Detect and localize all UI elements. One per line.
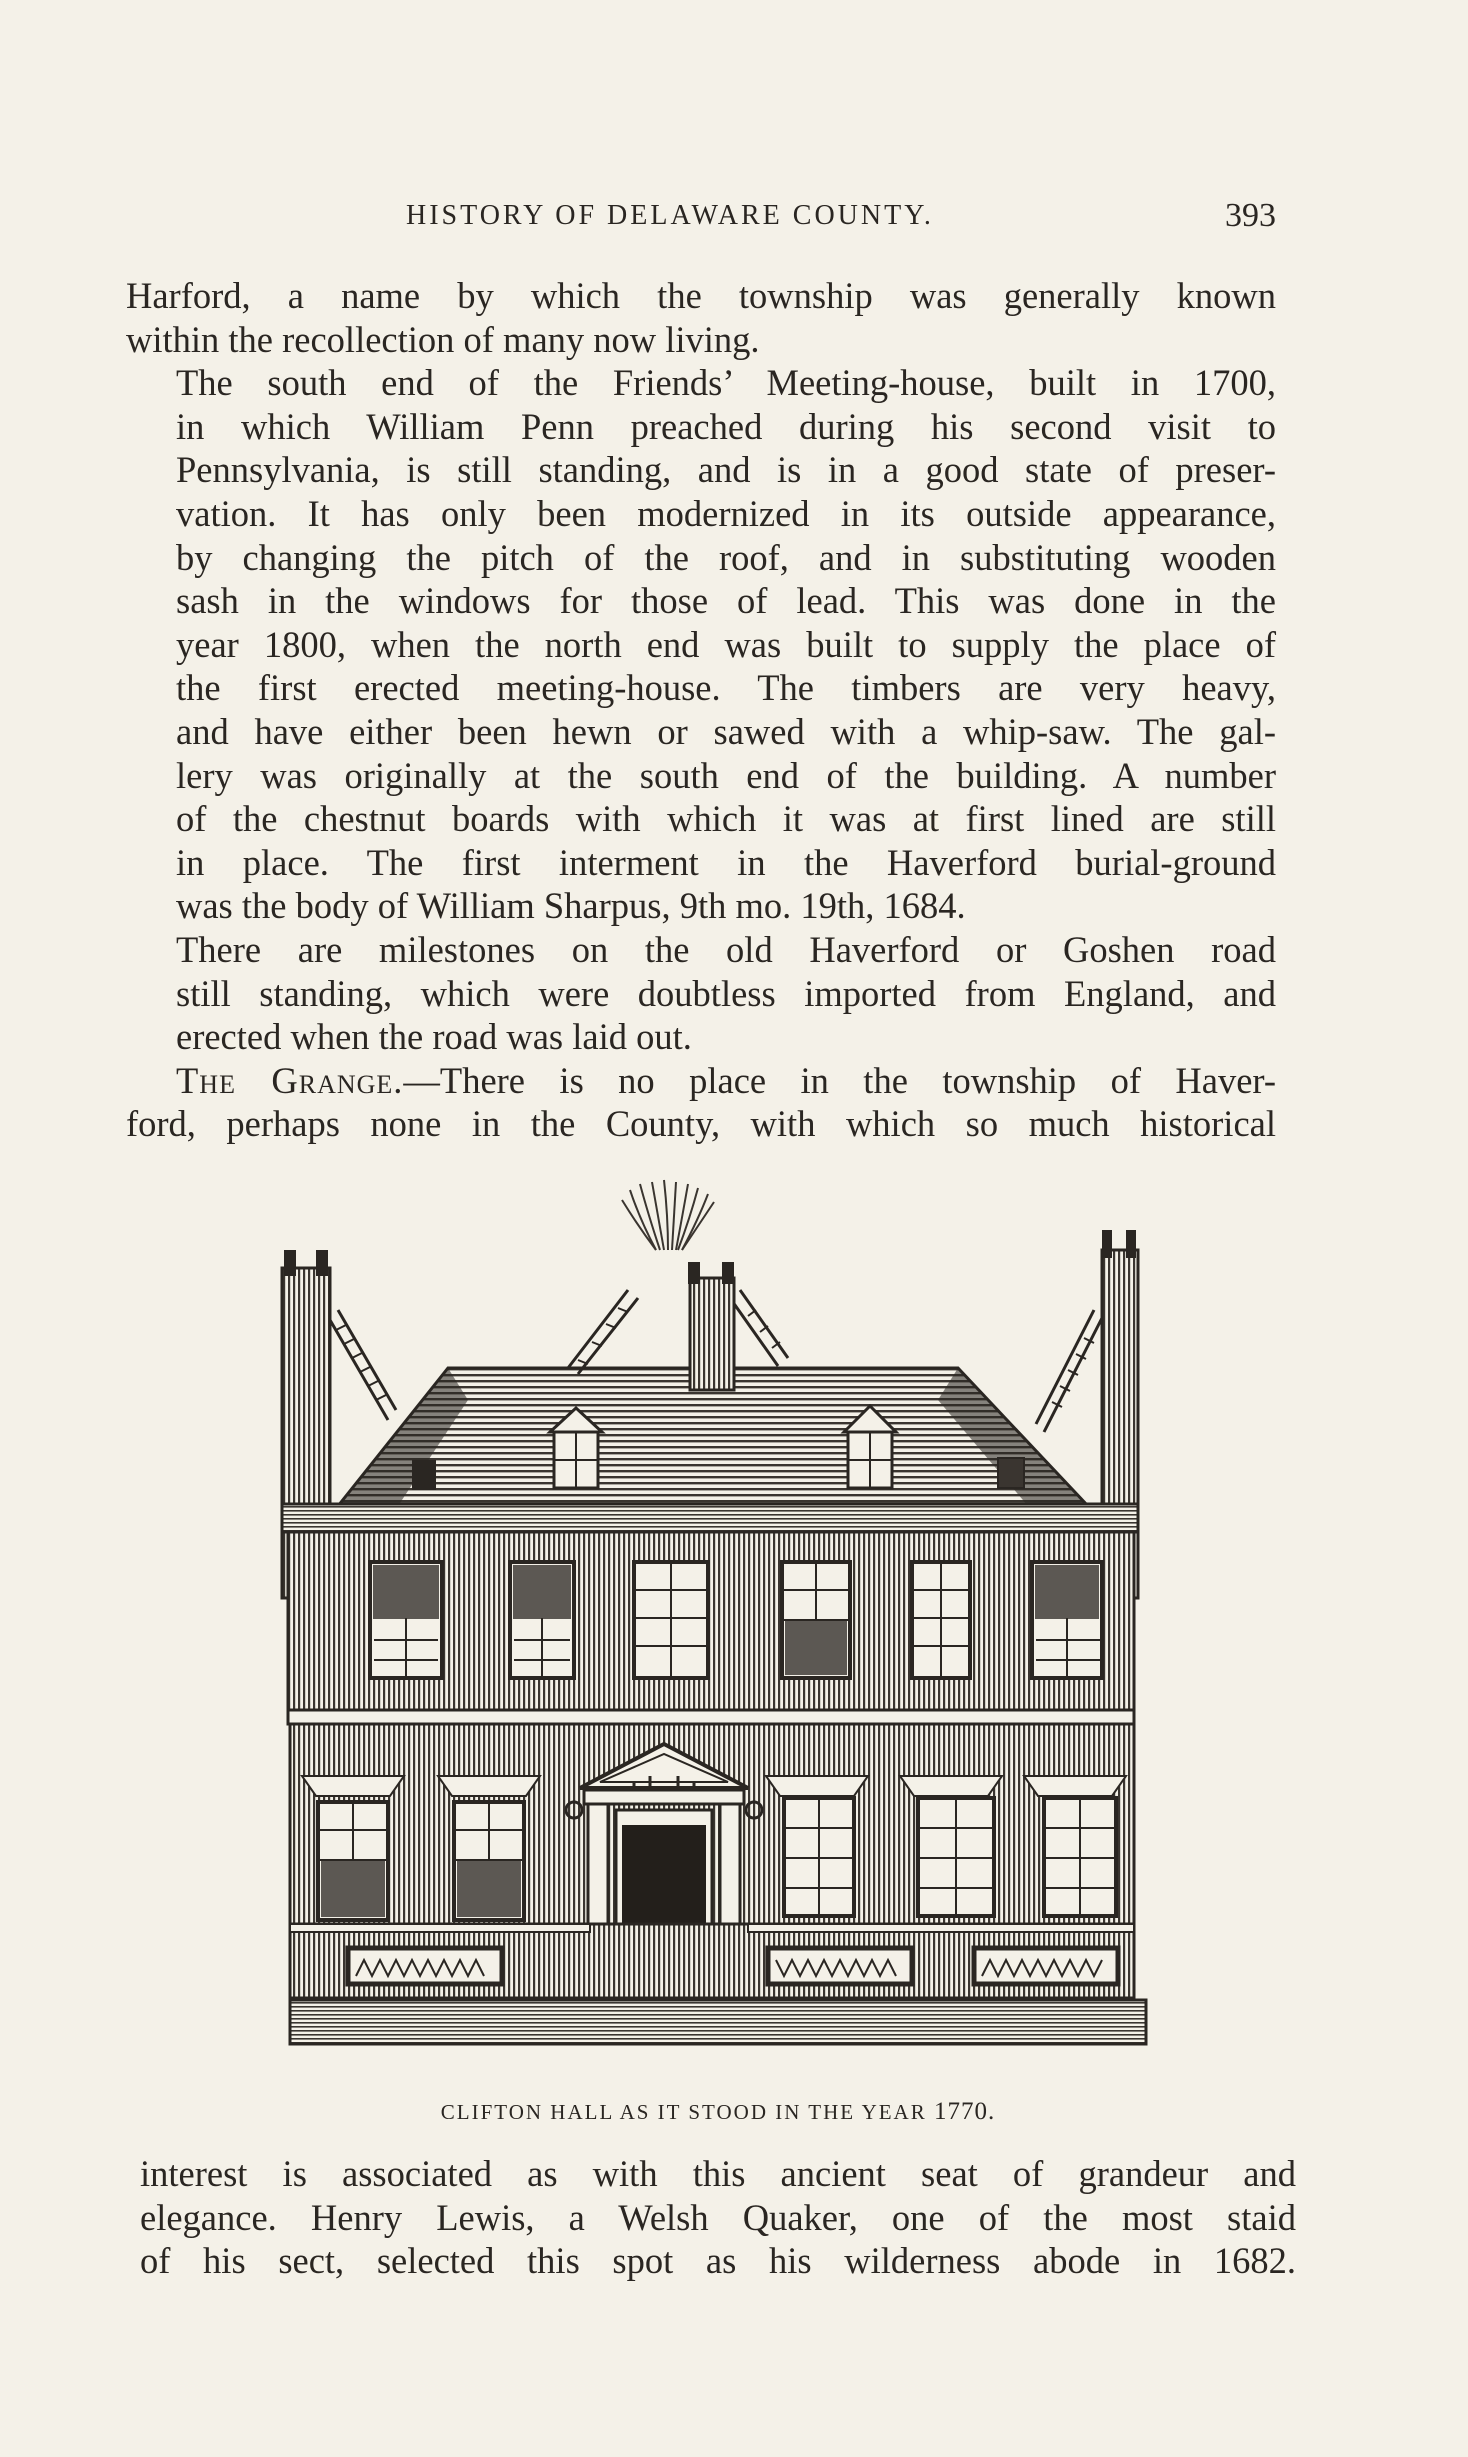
caption-text: CLIFTON HALL AS IT STOOD IN THE YEAR bbox=[440, 2100, 927, 2124]
text-line: Harford, a name by which the township was generally known bbox=[126, 275, 1276, 316]
caption-year: 1770. bbox=[933, 2098, 996, 2125]
text-line: Pennsylvania, is still standing, and is in a good state of preser- bbox=[176, 449, 1276, 491]
paragraph-1 bbox=[126, 274, 1276, 361]
text-line: vation. It has only been modernized in its outside appearance, bbox=[176, 492, 1276, 534]
text-line: elegance. Henry Lewis, a Welsh Quaker, one of the most staid bbox=[140, 2196, 1296, 2238]
running-head bbox=[126, 196, 1276, 236]
text-line: erected when the road was laid out. bbox=[176, 1016, 692, 1058]
text-line: of his sect, selected this spot as his wilderness abode in 1682. bbox=[140, 2240, 1296, 2282]
text-line: by changing the pitch of the roof, and in substituting wooden bbox=[176, 536, 1276, 578]
text-line: was the body of William Sharpus, 9th mo. 19th, 1684. bbox=[176, 885, 966, 927]
text-line: sash in the windows for those of lead. This was done in the bbox=[176, 580, 1276, 622]
body-text-top bbox=[126, 274, 1276, 1146]
text-line: The south end of the Friends’ Meeting-house, built in 1700, bbox=[176, 362, 1276, 404]
text-line: in place. The first interment in the Haverford burial-ground bbox=[176, 841, 1276, 883]
text-line: and have either been hewn or sawed with a whip-saw. The gal- bbox=[176, 710, 1276, 752]
paragraph-4 bbox=[126, 1059, 1276, 1146]
text-line: within the recollection of many now living. bbox=[126, 318, 760, 360]
body-text-bottom bbox=[140, 2152, 1296, 2283]
clifton-hall-engraving bbox=[278, 1170, 1158, 2080]
cornice bbox=[282, 1504, 1138, 1532]
text-line: interest is associated as with this ancient seat of grandeur and bbox=[140, 2153, 1296, 2194]
ground-line bbox=[290, 2000, 1146, 2044]
text-line: lery was originally at the south end of the building. A number bbox=[176, 754, 1276, 796]
text-line: of the chestnut boards with which it was at first lined are still bbox=[176, 798, 1276, 840]
text-line: year 1800, when the north end was built to supply the place of bbox=[176, 623, 1276, 665]
text-line: ford, perhaps none in the County, with which so much historical bbox=[126, 1103, 1276, 1145]
paragraph-2 bbox=[126, 361, 1276, 928]
text-line: There are milestones on the old Haverford or Goshen road bbox=[176, 928, 1276, 970]
figure-caption bbox=[140, 2097, 1296, 2127]
text-line: still standing, which were doubtless imported from England, and bbox=[176, 972, 1276, 1014]
chimney-smoke bbox=[622, 1180, 714, 1250]
text-line: the first erected meeting-house. The timbers are very heavy, bbox=[176, 667, 1276, 709]
page-number: 393 bbox=[1225, 197, 1276, 234]
hipped-roof bbox=[338, 1262, 1088, 1506]
running-title: HISTORY OF DELAWARE COUNTY. bbox=[406, 200, 934, 231]
belt-course bbox=[288, 1710, 1134, 1724]
text-line: in which William Penn preached during his second visit to bbox=[176, 405, 1276, 447]
text-fragment: —There is no place in the township of Haver- bbox=[403, 1059, 1276, 1101]
section-heading: The Grange. bbox=[176, 1059, 404, 1101]
text-line bbox=[126, 1059, 1276, 1103]
paragraph-3 bbox=[126, 928, 1276, 1059]
